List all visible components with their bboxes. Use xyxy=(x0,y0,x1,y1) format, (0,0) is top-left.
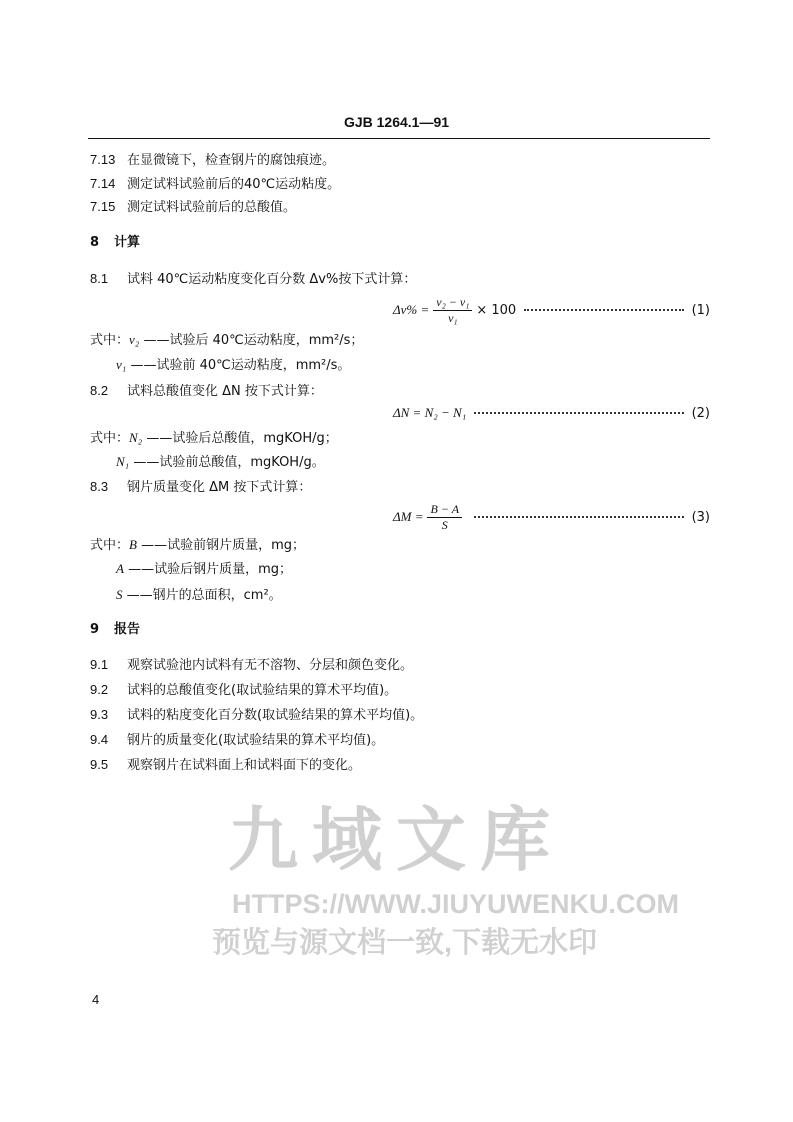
clause-9-3: 9.3 试料的粘度变化百分数(取试验结果的算术平均值)。 xyxy=(90,707,424,723)
section-8-heading: 8 计算 xyxy=(90,235,141,250)
clause-9-5: 9.5 观察钢片在试料面上和试料面下的变化。 xyxy=(90,757,362,773)
clause-8-1: 8.1 试料 40℃运动粘度变化百分数 Δv%按下式计算： xyxy=(90,271,417,287)
header-rule xyxy=(88,138,710,139)
clause-9-1: 9.1 观察试验池内试料有无不溶物、分层和颜色变化。 xyxy=(90,657,414,673)
section-9-heading: 9 报告 xyxy=(90,622,141,637)
clause-7-14: 7.14 测定试料试验前后的40℃运动粘度。 xyxy=(90,176,341,192)
leader-dots xyxy=(474,412,683,414)
where-s: S ——钢片的总面积，cm²。 xyxy=(116,587,282,603)
page-number: 4 xyxy=(92,992,100,1007)
equation-number-2: (2) xyxy=(691,405,710,421)
where-v2: 式中：v₂ ——试验后 40℃运动粘度，mm²/s； xyxy=(90,332,364,348)
clause-8-3: 8.3 钢片质量变化 ΔM 按下式计算： xyxy=(90,479,312,495)
watermark-note: 预览与源文档一致,下载无水印 xyxy=(212,927,598,959)
clause-7-13: 7.13 在显微镜下，检查钢片的腐蚀痕迹。 xyxy=(90,152,336,168)
where-n2: 式中：N₂ ——试验后总酸值，mgKOH/g； xyxy=(90,430,338,446)
clause-9-2: 9.2 试料的总酸值变化(取试验结果的算术平均值)。 xyxy=(90,682,398,698)
clause-9-4: 9.4 钢片的质量变化(取试验结果的算术平均值)。 xyxy=(90,732,385,748)
clause-7-15: 7.15 测定试料试验前后的总酸值。 xyxy=(90,199,297,215)
formula-1: Δv% = $\frac{\text{v₂ − v₁}}{\text{v₁}}$ × 100 (1) xyxy=(393,294,710,325)
where-v1: v₁ ——试验前 40℃运动粘度，mm²/s。 xyxy=(116,357,351,373)
document-header: GJB 1264.1—91 xyxy=(343,114,450,130)
leader-dots xyxy=(474,516,684,518)
equation-number-3: (3) xyxy=(691,509,710,525)
where-n1: N₁ ——试验前总酸值，mgKOH/g。 xyxy=(116,454,325,470)
clause-8-2: 8.2 试料总酸值变化 ΔN 按下式计算： xyxy=(90,383,323,399)
leader-dots xyxy=(524,309,683,311)
watermark-logo: 九域文库 xyxy=(228,801,564,879)
formula-2: ΔN = N₂ − N₁ (2) xyxy=(393,405,710,421)
formula-3: ΔM = $\frac{B - A}{S}$ (3) xyxy=(393,501,710,532)
watermark-url: HTTPS://WWW.JIUYUWENKU.COM xyxy=(232,889,679,919)
where-a: A ——试验后钢片质量，mg； xyxy=(116,561,293,577)
where-b: 式中：B ——试验前钢片质量，mg； xyxy=(90,537,306,553)
equation-number-1: (1) xyxy=(691,302,710,318)
